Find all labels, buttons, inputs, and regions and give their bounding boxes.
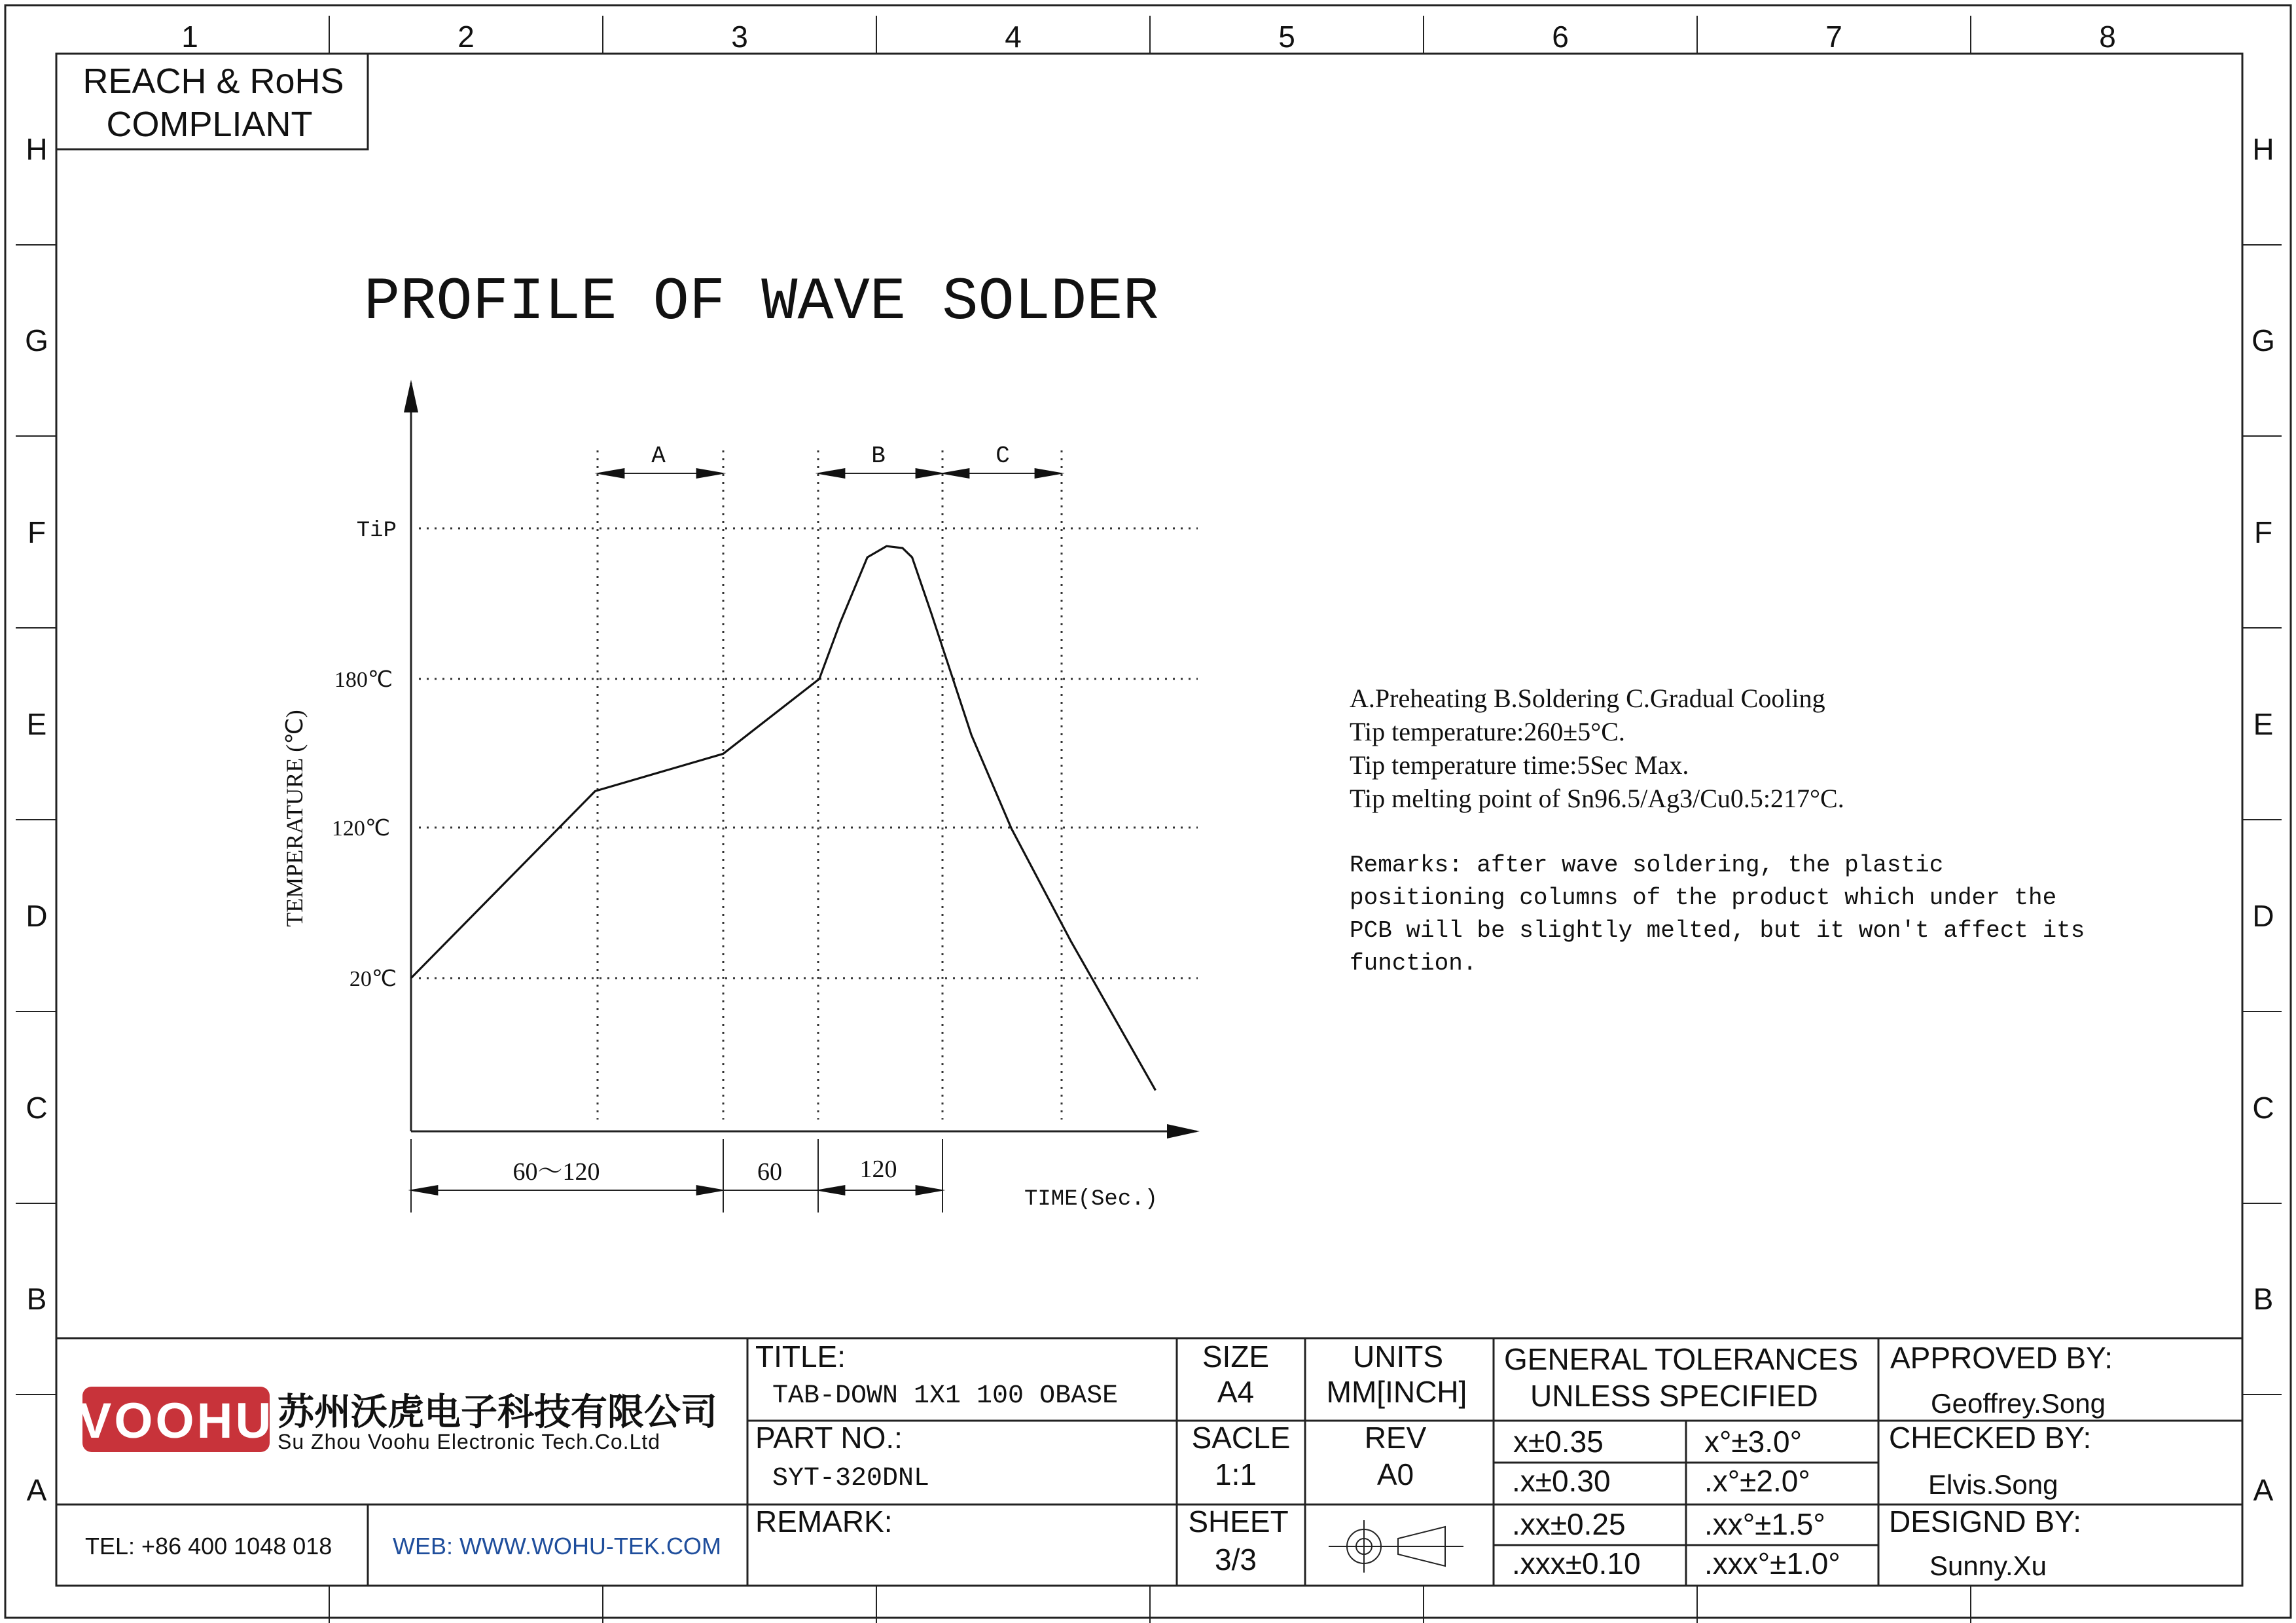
- process-notes: [1350, 684, 1844, 813]
- projection-symbol-icon: [1329, 1520, 1463, 1573]
- tolerances-heading: GENERAL TOLERANCES: [1504, 1342, 1859, 1376]
- zone-col-label: 8: [2099, 20, 2116, 54]
- outer-frame: [5, 5, 2291, 1618]
- compliance-line2: COMPLIANT: [106, 105, 313, 144]
- sheet-label: SHEET: [1188, 1504, 1289, 1539]
- rev-value: A0: [1376, 1457, 1414, 1491]
- note-line: Tip melting point of Sn96.5/Ag3/Cu0.5:217°C.: [1350, 784, 1844, 813]
- zone-row-label: C: [26, 1091, 48, 1125]
- dim-label-120: 120: [859, 1156, 897, 1183]
- tolerance-angular: x°±3.0°: [1704, 1425, 1802, 1459]
- scale-label: SACLE: [1191, 1421, 1291, 1455]
- note-line: Tip temperature time:5Sec Max.: [1350, 750, 1689, 780]
- zone-row-label: G: [25, 323, 48, 357]
- horizontal-grid: [419, 528, 1198, 978]
- zone-row-label: D: [2252, 899, 2274, 933]
- tolerance-angular: .x°±2.0°: [1704, 1464, 1810, 1498]
- remark-line: PCB will be slightly melted, but it won't affect its: [1350, 917, 2085, 944]
- compliance-line1: REACH & RoHS: [82, 62, 344, 101]
- approved-value: Geoffrey.Song: [1931, 1388, 2106, 1419]
- zone-row-label: A: [26, 1473, 47, 1507]
- zone-row-label: C: [2252, 1091, 2274, 1125]
- zone-col-label: 1: [181, 20, 198, 54]
- zone-row-label: H: [26, 132, 48, 166]
- remark-line: positioning columns of the product which under the: [1350, 884, 2057, 911]
- y-tick-180: 180℃: [334, 668, 393, 692]
- note-line: Tip temperature:260±5°C.: [1350, 717, 1625, 746]
- dim-label-60: 60: [757, 1158, 782, 1186]
- zone-row-label: B: [26, 1282, 47, 1316]
- zone-row-label: E: [2253, 707, 2274, 741]
- zone-col-label: 3: [731, 20, 748, 54]
- y-tick-labels: [332, 519, 397, 991]
- zone-row-label: G: [2251, 323, 2275, 357]
- y-axis-label: TEMPERATURE (℃): [281, 710, 308, 927]
- zone-col-label: 4: [1005, 20, 1022, 54]
- part-value: SYT-320DNL: [772, 1464, 930, 1493]
- zone-row-label: A: [2253, 1473, 2274, 1507]
- tolerance-angular: .xxx°±1.0°: [1704, 1546, 1840, 1580]
- zone-row-label: F: [2253, 515, 2273, 549]
- zone-markers: [598, 443, 1062, 473]
- checked-label: CHECKED BY:: [1889, 1421, 2092, 1455]
- company-logo: [79, 1387, 717, 1453]
- company-name-en: Su Zhou Voohu Electronic Tech.Co.Ltd: [278, 1430, 661, 1453]
- title-block: [56, 1338, 2242, 1586]
- y-tick-120: 120℃: [331, 816, 390, 841]
- zone-row-label: D: [26, 899, 48, 933]
- remark-label: REMARK:: [755, 1504, 893, 1539]
- checked-value: Elvis.Song: [1928, 1469, 2058, 1500]
- sheet-value: 3/3: [1215, 1542, 1257, 1577]
- company-website: WEB: WWW.WOHU-TEK.COM: [393, 1533, 721, 1559]
- designed-value: Sunny.Xu: [1929, 1550, 2047, 1581]
- dim-label-preheat: 60～120: [512, 1158, 600, 1186]
- zone-b-label: B: [871, 443, 886, 469]
- zone-row-label: B: [2253, 1282, 2274, 1316]
- zone-c-label: C: [996, 443, 1010, 469]
- company-tel: TEL: +86 400 1048 018: [85, 1533, 332, 1559]
- size-scale-sheet: [1188, 1340, 1290, 1577]
- solder-profile-chart: [281, 383, 1198, 1213]
- zone-col-label: 7: [1825, 20, 1842, 54]
- units-rev: [1327, 1340, 1467, 1491]
- y-tick-tip: TiP: [356, 519, 397, 543]
- remarks: [1350, 852, 2085, 977]
- note-line: A.Preheating B.Soldering C.Gradual Cooling: [1350, 684, 1825, 713]
- remark-line: Remarks: after wave soldering, the plastic: [1350, 852, 1944, 879]
- temperature-profile-line: [411, 546, 1156, 1090]
- company-name-cn: 苏州沃虎电子科技有限公司: [278, 1391, 717, 1432]
- units-value: MM[INCH]: [1326, 1375, 1467, 1409]
- size-label: SIZE: [1202, 1340, 1270, 1374]
- diagram-title: PROFILE OF WAVE SOLDER: [364, 268, 1159, 337]
- tolerance-linear: .x±0.30: [1512, 1464, 1611, 1498]
- remark-line: function.: [1350, 950, 1477, 977]
- tolerances-subheading: UNLESS SPECIFIED: [1530, 1379, 1818, 1413]
- designed-label: DESIGND BY:: [1889, 1504, 2081, 1539]
- zone-column-labels: [181, 20, 2116, 54]
- size-value: A4: [1217, 1375, 1255, 1409]
- zone-col-label: 6: [1552, 20, 1569, 54]
- zone-col-label: 5: [1278, 20, 1295, 54]
- part-label: PART NO.:: [755, 1421, 903, 1455]
- x-axis-label: TIME(Sec.): [1024, 1187, 1158, 1212]
- title-value: TAB-DOWN 1X1 100 OBASE: [772, 1381, 1119, 1411]
- tolerance-angular: .xx°±1.5°: [1704, 1507, 1825, 1541]
- tolerance-linear: x±0.35: [1513, 1425, 1604, 1459]
- title-label: TITLE:: [755, 1340, 846, 1374]
- temperature-profile-points: [411, 546, 1157, 1091]
- scale-value: 1:1: [1215, 1457, 1257, 1491]
- zone-col-label: 2: [457, 20, 475, 54]
- zone-row-label: H: [2252, 132, 2274, 166]
- zone-row-label: F: [27, 515, 46, 549]
- y-tick-20: 20℃: [349, 967, 397, 991]
- tolerance-linear: .xxx±0.10: [1512, 1546, 1641, 1580]
- compliance-box: [56, 54, 368, 149]
- time-dimensions: [411, 1139, 942, 1213]
- units-label: UNITS: [1353, 1340, 1443, 1374]
- logo-wordmark: VOOHU: [78, 1393, 274, 1449]
- rev-label: REV: [1364, 1421, 1427, 1455]
- tolerance-linear: .xx±0.25: [1512, 1507, 1626, 1541]
- zone-a-label: A: [651, 443, 666, 469]
- approved-label: APPROVED BY:: [1890, 1341, 2113, 1375]
- approvals: [1889, 1341, 2113, 1581]
- zone-row-label: E: [26, 707, 47, 741]
